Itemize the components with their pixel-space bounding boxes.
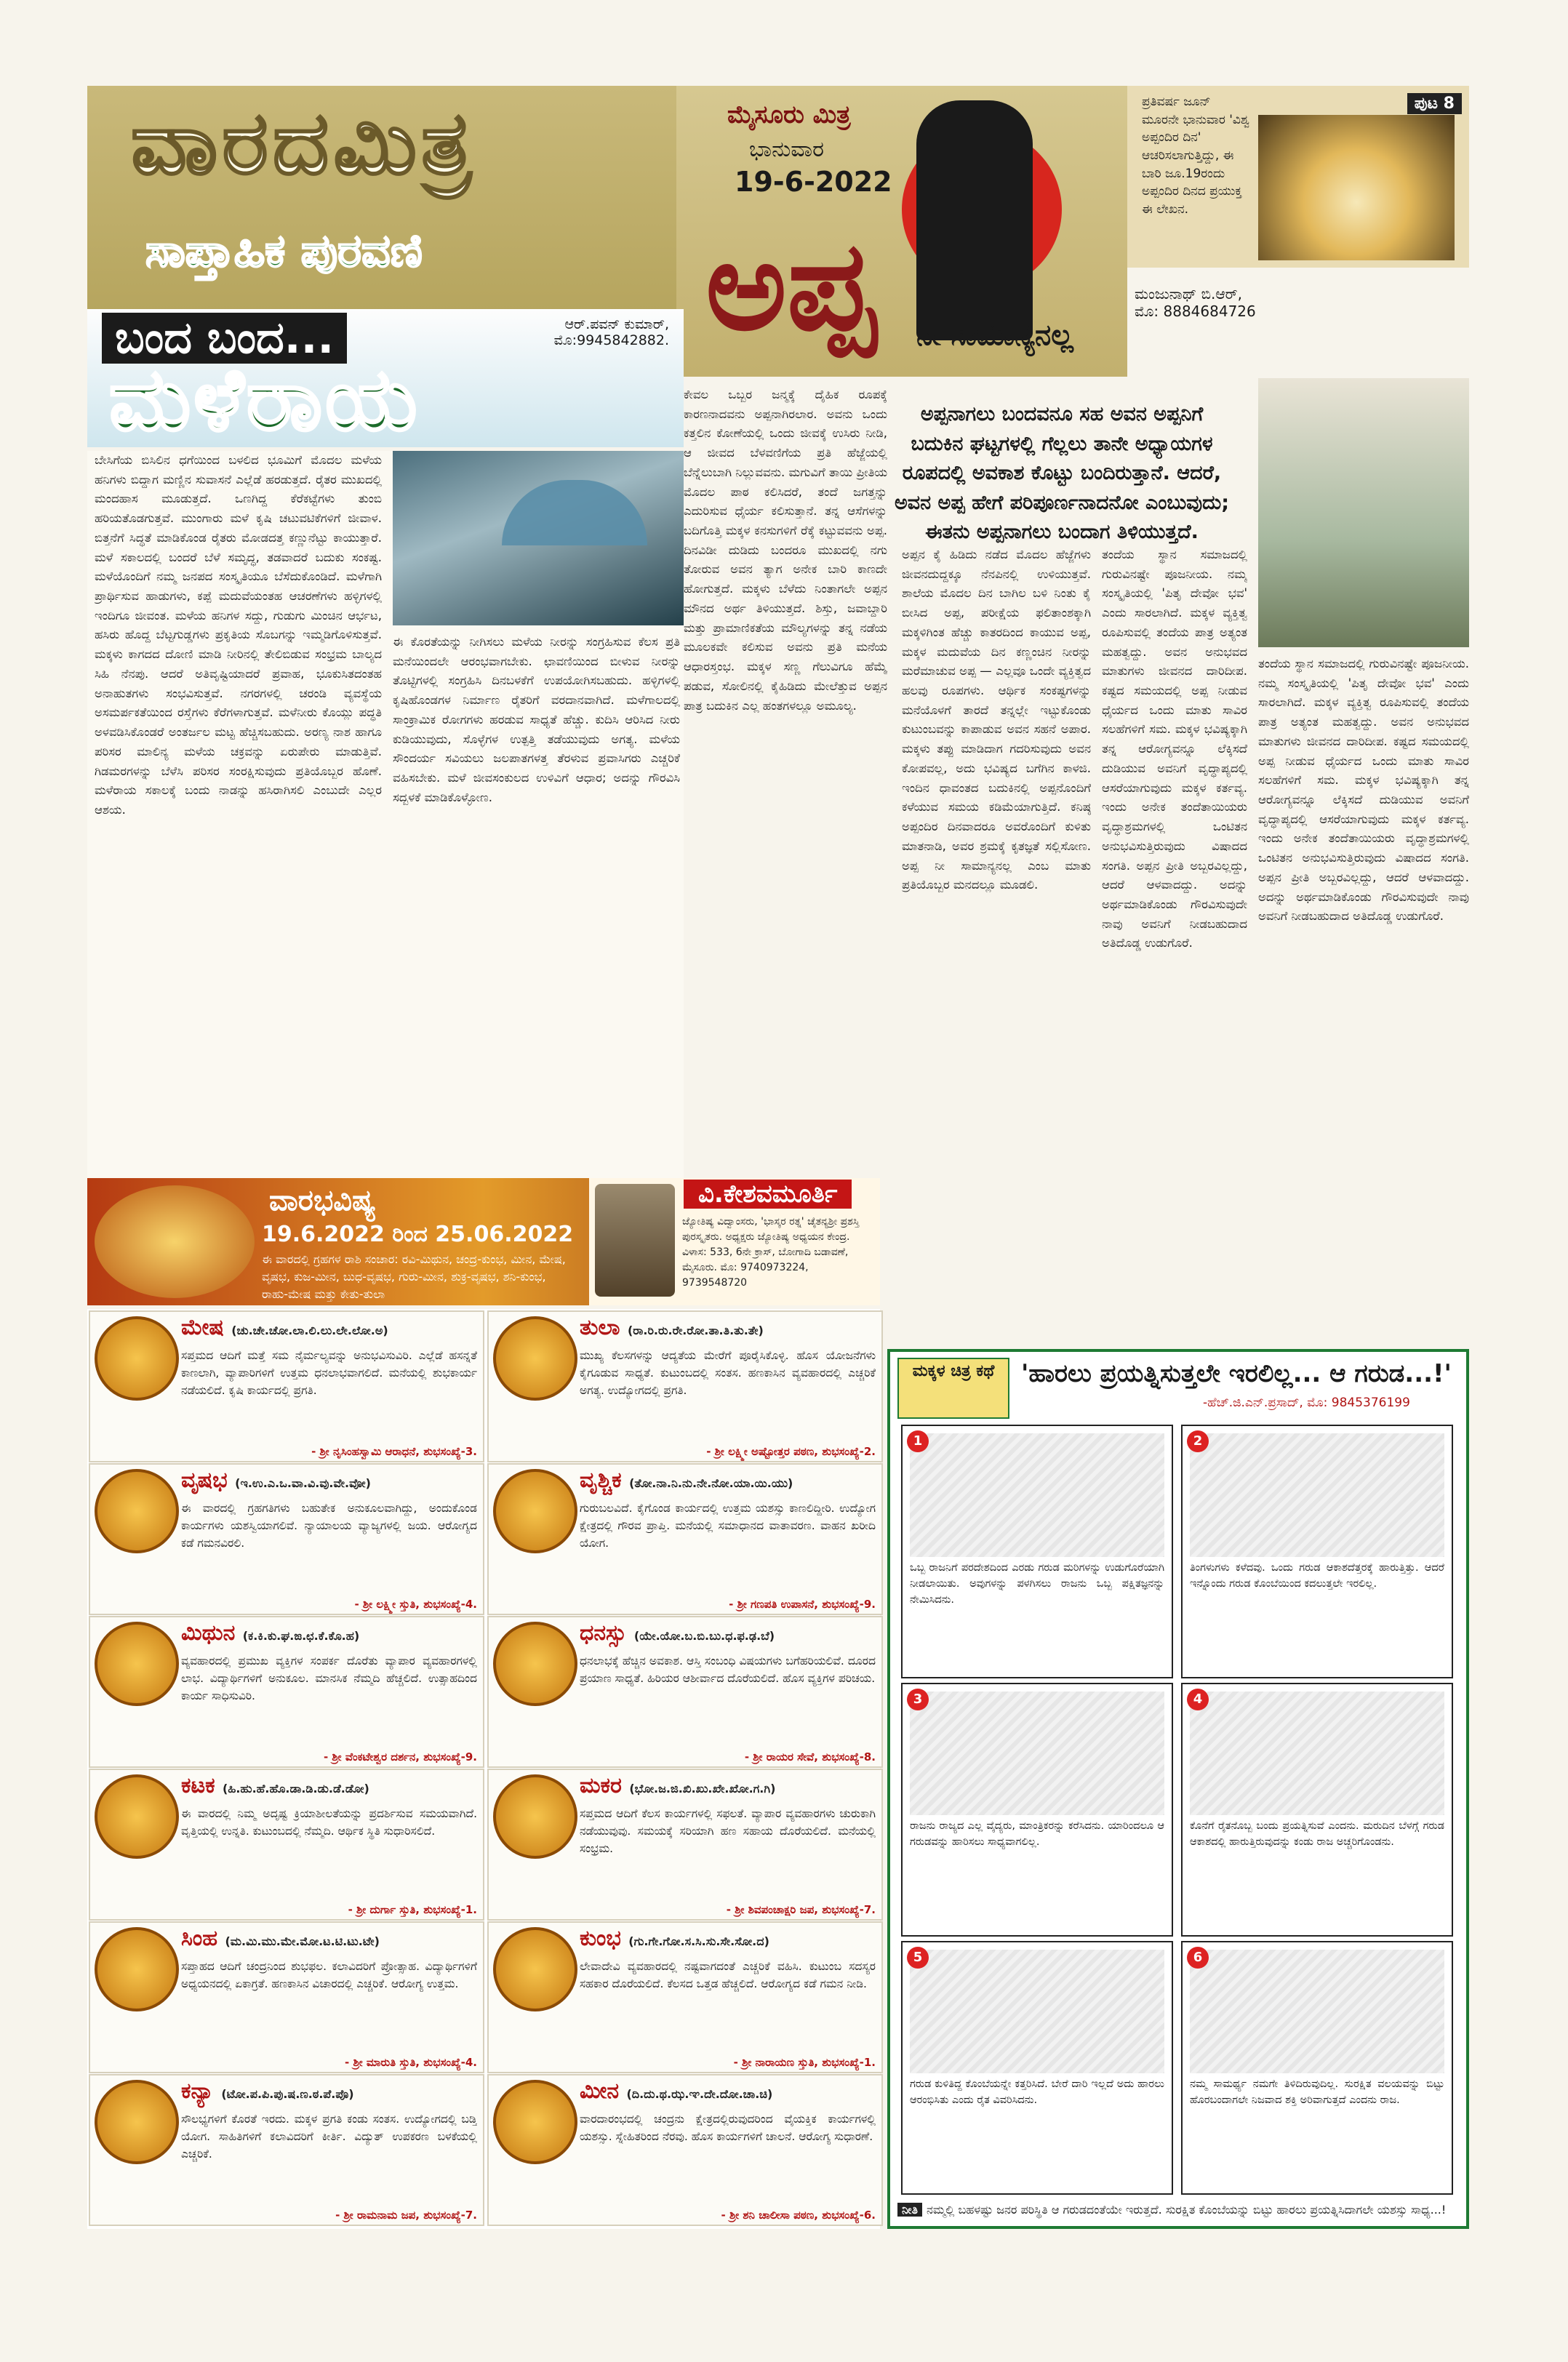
rain-article-body (87, 451, 684, 1178)
panel-text: ಒಬ್ಬ ರಾಜನಿಗೆ ಪರದೇಶದಿಂದ ಎರಡು ಗರುಡ ಮರಿಗಳನ್ನು ಉಡುಗೊರೆಯಾಗಿ ನೀಡಲಾಯಿತು. ಅವುಗಳನ್ನು ಪಳಗಿಸಲು ರಾಜನು ಒಬ್ಬ ಪಕ್ಷಿತಜ್ಞನನ್ನು ನೇಮಿಸಿದನು. (910, 1562, 1164, 1606)
comic-illustration (1190, 1433, 1444, 1557)
astrologer-box (589, 1178, 880, 1305)
comic-strip (887, 1349, 1469, 2229)
umbrella-rain-photo (393, 451, 684, 625)
moral-label: ನೀತಿ (897, 2203, 922, 2217)
zodiac-letters: (ದಿ.ದು.ಥ.ಝ.ಞ.ದೇ.ದೋ.ಚಾ.ಚಿ) (626, 2087, 773, 2101)
fathers-day-byline (1135, 285, 1469, 320)
zodiac-letters: (ಟೋ.ಪ.ಪಿ.ಪು.ಷ.ಣ.ಠ.ಪೆ.ಪೊ) (221, 2087, 354, 2101)
zodiac-remedy: - ಶ್ರೀ ಲಕ್ಷ್ಮೀ ಸ್ತುತಿ, ಶುಭಸಂಖ್ಯೆ-4. (354, 1598, 477, 1611)
author-phone: ಮೊ: 8884684726 (1135, 303, 1256, 320)
zodiac-sign-icon (95, 1622, 179, 1706)
zodiac-cell (89, 2074, 484, 2226)
panel-text: ತಿಂಗಳುಗಳು ಕಳೆದವು. ಒಂದು ಗರುಡ ಆಕಾಶದೆತ್ತರಕ್ಕೆ ಹಾರುತ್ತಿತ್ತು. ಆದರೆ ಇನ್ನೊಂದು ಗರುಡ ಕೊಂಬೆಯಿಂದ ಕದಲುತ್ತಲೇ ಇರಲಿಲ್ಲ. (1190, 1562, 1444, 1590)
zodiac-sign-icon (493, 1774, 577, 1859)
rain-title: ಮಳೆರಾಯ (109, 349, 420, 449)
moral-text: ನಮ್ಮಲ್ಲಿ ಬಹಳಷ್ಟು ಜನರ ಪರಿಸ್ಥಿತಿ ಆ ಗರುಡದಂತೆಯೇ ಇರುತ್ತದೆ. ಸುರಕ್ಷಿತ ಕೊಂಬೆಯನ್ನು ಬಿಟ್ಟು ಹಾರಲು ಪ್ರಯತ್ನಿಸಿದಾಗಲೇ ಯಶಸ್ಸು ಸಾಧ್ಯ...! (926, 2203, 1447, 2217)
zodiac-letters: (ಹಿ.ಹು.ಹೆ.ಹೊ.ಡಾ.ಡಿ.ಡು.ಡೆ.ಡೋ) (223, 1782, 369, 1795)
zodiac-prediction: ಸಪ್ತಮದ ಆದಿಗೆ ಮತ್ತೆ ಸಮ ನೈರ್ಮಲ್ಯವನ್ನು ಅನುಭವಿಸುವಿರಿ. ಎಲ್ಲೆಡೆ ಹಸನ್ನತೆ ಕಾಣಲಾಗಿ, ವ್ಯಾಪಾರಿಗಳಿಗೆ ಉತ್ತಮ ಧನಲಾಭವಾಗಲಿದೆ. ಮನೆಯಲ್ಲಿ ಶುಭಕಾರ್ಯ ನಡೆಯಲಿದೆ. ಕೃಷಿ ಕಾರ್ಯದಲ್ಲಿ ಪ್ರಗತಿ. (181, 1349, 477, 1398)
zodiac-prediction: ಈ ವಾರದಲ್ಲಿ ಗ್ರಹಗತಿಗಳು ಬಹುತೇಕ ಅನುಕೂಲವಾಗಿದ್ದು, ಅಂದುಕೊಂಡ ಕಾರ್ಯಗಳು ಯಶಸ್ವಿಯಾಗಲಿವೆ. ನ್ಯಾಯಾಲಯ ವ್ಯಾಜ್ಯಗಳಲ್ಲಿ ಜಯ. ಆರೋಗ್ಯದ ಕಡೆ ಗಮನವಿರಲಿ. (181, 1502, 477, 1550)
zodiac-sign-icon (95, 1316, 179, 1401)
brand-subtitle: ಸಾಪ್ತಾಹಿಕ ಪುರವಣಿ (145, 224, 423, 277)
page-number: ಪುಟ 8 (1407, 93, 1462, 114)
zodiac-name: ತುಲಾ (ರಾ.ರಿ.ರು.ರೇ.ರೋ.ತಾ.ತಿ.ತು.ತೇ) (580, 1315, 764, 1340)
astrologer-name: ವಿ.ಕೇಶವಮೂರ್ತಿ (684, 1180, 852, 1209)
comic-illustration (910, 1433, 1164, 1557)
issue-date: 19-6-2022 (735, 166, 892, 198)
zodiac-cell (487, 1769, 883, 1921)
zodiac-cell (89, 1463, 484, 1615)
rain-headline-block (87, 309, 684, 447)
comic-panel (901, 1941, 1173, 2195)
comic-illustration (1190, 1692, 1444, 1815)
zodiac-prediction: ಸಪ್ತಾಹದ ಆದಿಗೆ ಚಂದ್ರನಿಂದ ಶುಭಫಲ. ಕಲಾವಿದರಿಗೆ ಪ್ರೋತ್ಸಾಹ. ವಿದ್ಯಾರ್ಥಿಗಳಿಗೆ ಅಧ್ಯಯನದಲ್ಲಿ ಏಕಾಗ್ರತೆ. ಹಣಕಾಸಿನ ವಿಚಾರದಲ್ಲಿ ಎಚ್ಚರಿಕೆ. ಆರೋಗ್ಯ ಉತ್ತಮ. (181, 1960, 477, 1991)
paper-name: ಮೈಸೂರು ಮಿತ್ರ (727, 100, 851, 129)
zodiac-letters: (ಯೇ.ಯೋ.ಬ.ಬಿ.ಬು.ಧ.ಫ.ಢ.ಬೆ) (633, 1629, 775, 1643)
rain-kicker: ಬಂದ ಬಂದ... (102, 313, 347, 364)
comic-panel (1181, 1425, 1453, 1678)
comic-illustration (910, 1950, 1164, 2073)
zodiac-letters: (ತೋ.ನಾ.ನಿ.ನು.ನೇ.ನೋ.ಯಾ.ಯಿ.ಯು) (629, 1476, 793, 1490)
panel-text: ಕೊನೆಗೆ ರೈತನೊಬ್ಬ ಬಂದು ಪ್ರಯತ್ನಿಸುವೆ ಎಂದನು. ಮರುದಿನ ಬೆಳಗ್ಗೆ ಗರುಡ ಆಕಾಶದಲ್ಲಿ ಹಾರುತ್ತಿರುವುದನ್ನು ಕಂಡು ರಾಜ ಅಚ್ಚರಿಗೊಂಡನು. (1190, 1820, 1444, 1848)
zodiac-sign-icon (493, 2080, 577, 2164)
zodiac-wheel-graphic (95, 1185, 255, 1298)
zodiac-name: ವೃಷಭ (ಇ.ಉ.ಎ.ಒ.ವಾ.ವಿ.ವು.ವೇ.ವೋ) (181, 1468, 371, 1493)
zodiac-letters: (ಕ.ಕಿ.ಕು.ಘ.ಙ.ಛ.ಕೆ.ಕೊ.ಹ) (242, 1629, 360, 1643)
zodiac-remedy: - ಶ್ರೀ ಶನಿ ಚಾಲೀಸಾ ಪಠಣ, ಶುಭಸಂಖ್ಯೆ-6. (721, 2209, 876, 2222)
zodiac-name: ಮಿಥುನ (ಕ.ಕಿ.ಕು.ಘ.ಙ.ಛ.ಕೆ.ಕೊ.ಹ) (181, 1620, 360, 1646)
rain-col-1: ಬೇಸಿಗೆಯ ಬಿಸಿಲಿನ ಧಗೆಯಿಂದ ಬಳಲಿದ ಭೂಮಿಗೆ ಮೊದಲ ಮಳೆಯ ಹನಿಗಳು ಬಿದ್ದಾಗ ಮಣ್ಣಿನ ಸುವಾಸನೆ ಎಲ್ಲೆಡೆ ಹರಡುತ್ತದೆ. ರೈತರ ಮುಖದಲ್ಲಿ ಮಂದಹಾಸ ಮೂಡುತ್ತದೆ. ಒಣಗಿದ್ದ ಕೆರೆಕಟ್ಟೆಗಳು ತುಂಬಿ ಹರಿಯತೊಡಗುತ್ತವೆ. ಮುಂಗಾರು ಮಳೆ ಕೃಷಿ ಚಟುವಟಿಕೆಗಳಿಗೆ ಜೀವಾಳ. ಬಿತ್ತನೆಗೆ ಸಿದ್ಧತೆ ಮಾಡಿಕೊಂಡ ರೈತರು ಮೋಡದತ್ತ ಕಣ್ಣುನೆಟ್ಟು ಕಾಯುತ್ತಾರೆ. ಮಳೆ ಸಕಾಲದಲ್ಲಿ ಬಂದರೆ ಬೆಳೆ ಸಮೃದ್ಧ, ತಡವಾದರೆ ಬದುಕು ಸಂಕಷ್ಟ. ಮಳೆಯೊಂದಿಗೆ ನಮ್ಮ ಜನಪದ ಸಂಸ್ಕೃತಿಯೂ ಬೆಸೆದುಕೊಂಡಿದೆ. ಮಳೆಗಾಗಿ ಪ್ರಾರ್ಥಿಸುವ ಹಾಡುಗಳು, ಕಪ್ಪೆ ಮದುವೆಯಂತಹ ಆಚರಣೆಗಳು ಹಳ್ಳಿಗಳಲ್ಲಿ ಇಂದಿಗೂ ಜೀವಂತ. ಮಳೆಯ ಹನಿಗಳ ಸದ್ದು, ಗುಡುಗು ಮಿಂಚಿನ ಆರ್ಭಟ, ಹಸಿರು ಹೊದ್ದ ಬೆಟ್ಟಗುಡ್ಡಗಳು ಪ್ರಕೃತಿಯ ಸೊಬಗನ್ನು ಇಮ್ಮಡಿಗೊಳಿಸುತ್ತವೆ. ಮಕ್ಕಳು ಕಾಗದದ ದೋಣಿ ಮಾಡಿ ನೀರಿನಲ್ಲಿ ತೇಲಿಬಿಡುವ ಸಂಭ್ರಮ ಬಾಲ್ಯದ ಸಿಹಿ ನೆನಪು. ಆದರೆ ಅತಿವೃಷ್ಟಿಯಾದರೆ ಪ್ರವಾಹ, ಭೂಕುಸಿತದಂತಹ ಅನಾಹುತಗಳು ಸಂಭವಿಸುತ್ತವೆ. ನಗರಗಳಲ್ಲಿ ಚರಂಡಿ ವ್ಯವಸ್ಥೆಯ ಅಸಮರ್ಪಕತೆಯಿಂದ ರಸ್ತೆಗಳು ಕೆರೆಗಳಾಗುತ್ತವೆ. ಮಳೆನೀರು ಕೊಯ್ಲು ಪದ್ಧತಿ ಅಳವಡಿಸಿಕೊಂಡರೆ ಅಂತರ್ಜಲ ಮಟ್ಟ ಹೆಚ್ಚಿಸಬಹುದು. ಅರಣ್ಯ ನಾಶ ಹಾಗೂ ಪರಿಸರ ಮಾಲಿನ್ಯ ಮಳೆಯ ಚಕ್ರವನ್ನು ಏರುಪೇರು ಮಾಡುತ್ತಿವೆ. ಗಿಡಮರಗಳನ್ನು ಬೆಳೆಸಿ ಪರಿಸರ ಸಂರಕ್ಷಿಸುವುದು ಪ್ರತಿಯೊಬ್ಬರ ಹೊಣೆ. ಮಳೆರಾಯ ಸಕಾಲಕ್ಕೆ ಬಂದು ನಾಡನ್ನು ಹಸಿರಾಗಿಸಲಿ ಎಂಬುದೇ ಎಲ್ಲರ ಆಶಯ. (95, 453, 382, 817)
comic-illustration (1190, 1950, 1444, 2073)
zodiac-letters: (ಚು.ಚೇ.ಚೋ.ಲಾ.ಲಿ.ಲು.ಲೇ.ಲೋ.ಅ) (231, 1324, 388, 1337)
panel-text: ರಾಜನು ರಾಜ್ಯದ ಎಲ್ಲ ವೈದ್ಯರು, ಮಾಂತ್ರಿಕರನ್ನು ಕರೆಸಿದನು. ಯಾರಿಂದಲೂ ಆ ಗರುಡವನ್ನು ಹಾರಿಸಲು ಸಾಧ್ಯವಾಗಲಿಲ್ಲ. (910, 1820, 1164, 1848)
zodiac-prediction: ಗುರುಬಲವಿದೆ. ಕೈಗೊಂಡ ಕಾರ್ಯದಲ್ಲಿ ಉತ್ತಮ ಯಶಸ್ಸು ಕಾಣಲಿದ್ದೀರಿ. ಉದ್ಯೋಗ ಕ್ಷೇತ್ರದಲ್ಲಿ ಗೌರವ ಪ್ರಾಪ್ತಿ. ಮನೆಯಲ್ಲಿ ಸಮಾಧಾನದ ವಾತಾವರಣ. ವಾಹನ ಖರೀದಿ ಯೋಗ. (580, 1502, 876, 1550)
sunset-family-image (1258, 115, 1455, 260)
comic-title: 'ಹಾರಲು ಪ್ರಯತ್ನಿಸುತ್ತಲೇ ಇರಲಿಲ್ಲ... ಆ ಗರುಡ...!' (1021, 1359, 1452, 1388)
zodiac-prediction: ಲೇವಾದೇವಿ ವ್ಯವಹಾರದಲ್ಲಿ ನಷ್ಟವಾಗದಂತೆ ಎಚ್ಚರಿಕೆ ವಹಿಸಿ. ಕುಟುಂಬ ಸದಸ್ಯರ ಸಹಕಾರ ದೊರೆಯಲಿದೆ. ಕೆಲಸದ ಒತ್ತಡ ಹೆಚ್ಚಲಿದೆ. ಆರೋಗ್ಯದ ಕಡೆ ಗಮನ ನೀಡಿ. (580, 1960, 876, 1991)
zodiac-prediction: ಈ ವಾರದಲ್ಲಿ ನಿಮ್ಮ ಅದೃಷ್ಟ ಕ್ರಿಯಾಶೀಲತೆಯನ್ನು ಪ್ರದರ್ಶಿಸುವ ಸಮಯವಾಗಿದೆ. ವೃತ್ತಿಯಲ್ಲಿ ಉನ್ನತಿ. ಕುಟುಂಬದಲ್ಲಿ ನೆಮ್ಮದಿ. ಆರ್ಥಿಕ ಸ್ಥಿತಿ ಸುಧಾರಿಸಲಿದೆ. (181, 1807, 477, 1838)
zodiac-sign-icon (95, 1774, 179, 1859)
fathers-day-lead: ಅಪ್ಪನಾಗಲು ಬಂದವನೂ ಸಹ ಅವನ ಅಪ್ಪನಿಗೆ ಬದುಕಿನ ಘಟ್ಟಗಳಲ್ಲಿ ಗೆಲ್ಲಲು ತಾನೇ ಅಧ್ಯಾಯಗಳ ರೂಪದಲ್ಲಿ ಅವಕಾಶ ಕೊಟ್ಟು ಬಂದಿರುತ್ತಾನೆ. ಆದರೆ, ಅವನ ಅಪ್ಪ ಹೇಗೆ ಪರಿಪೂರ್ಣನಾದನೋ ಎಂಬುವುದು; ಈತನು ಅಪ್ಪನಾಗಲು ಬಂದಾಗ ತಿಳಿಯುತ್ತದೆ. (895, 403, 1230, 543)
zodiac-name: ಕುಂಭ (ಗು.ಗೇ.ಗೋ.ಸ.ಸಿ.ಸು.ಸೇ.ಸೋ.ದ) (580, 1926, 769, 1951)
zodiac-sign-icon (95, 2080, 179, 2164)
zodiac-prediction: ವ್ಯವಹಾರದಲ್ಲಿ ಪ್ರಮುಖ ವ್ಯಕ್ತಿಗಳ ಸಂಪರ್ಕ ದೊರೆತು ವ್ಯಾಪಾರ ವ್ಯವಹಾರಗಳಲ್ಲಿ ಲಾಭ. ವಿದ್ಯಾರ್ಥಿಗಳಿಗೆ ಅನುಕೂಲ. ಮಾನಸಿಕ ನೆಮ್ಮದಿ ಹೆಚ್ಚಲಿದೆ. ಉತ್ಸಾಹದಿಂದ ಕಾರ್ಯ ಸಾಧಿಸುವಿರಿ. (181, 1654, 477, 1703)
panel-number: 6 (1187, 1947, 1209, 1969)
horoscope-subtitle: ಈ ವಾರದಲ್ಲಿ ಗ್ರಹಗಳ ರಾಶಿ ಸಂಚಾರ: ರವಿ-ಮಿಥುನ, ಚಂದ್ರ-ಕುಂಭ, ಮೀನ, ಮೇಷ, ವೃಷಭ, ಕುಜ-ಮೀನ, ಬುಧ-ವೃಷಭ, ಗುರು-ಮೀನ, ಶುಕ್ರ-ವೃಷಭ, ಶನಿ-ಕುಂಭ, ರಾಹು-ಮೇಷ ಮತ್ತು ಕೇತು-ತುಲಾ (262, 1252, 566, 1301)
brand-title: ವಾರದಮಿತ್ರ (131, 93, 476, 194)
fathers-day-title: ಅಪ್ಪ (705, 213, 876, 359)
comic-panel (1181, 1941, 1453, 2195)
zodiac-name: ಮೀನ (ದಿ.ದು.ಥ.ಝ.ಞ.ದೇ.ದೋ.ಚಾ.ಚಿ) (580, 2078, 773, 2104)
rain-byline (554, 316, 669, 348)
zodiac-prediction: ಮುಖ್ಯ ಕೆಲಸಗಳನ್ನು ಆದ್ಯತೆಯ ಮೇರೆಗೆ ಪೂರೈಸಿಕೊಳ್ಳಿ. ಹೊಸ ಯೋಜನೆಗಳು ಕೈಗೂಡುವ ಸಾಧ್ಯತೆ. ಕುಟುಂಬದಲ್ಲಿ ಸಂತಸ. ಹಣಕಾಸಿನ ವ್ಯವಹಾರದಲ್ಲಿ ಎಚ್ಚರಿಕೆ ಅಗತ್ಯ. ಉದ್ಯೋಗದಲ್ಲಿ ಪ್ರಗತಿ. (580, 1349, 876, 1398)
rain-author-phone: ಮೊ:9945842882. (553, 332, 669, 348)
masthead-brand-panel (87, 86, 676, 311)
zodiac-letters: (ಭೋ.ಜ.ಜಿ.ಖಿ.ಖು.ಖೇ.ಖೋ.ಗ.ಗಿ) (629, 1782, 776, 1795)
zodiac-cell (89, 1616, 484, 1768)
zodiac-letters: (ಇ.ಉ.ಎ.ಒ.ವಾ.ವಿ.ವು.ವೇ.ವೋ) (235, 1476, 371, 1490)
fathers-day-banner (676, 86, 1127, 377)
zodiac-letters: (ಮ.ಮಿ.ಮು.ಮೇ.ಮೋ.ಟ.ಟಿ.ಟು.ಟೇ) (225, 1934, 380, 1948)
comic-author: -ಹೆಚ್.ಜಿ.ಎನ್.ಪ್ರಸಾದ್, ಮೊ: 9845376199 (1203, 1396, 1410, 1410)
zodiac-prediction: ಸಪ್ತಮದ ಆದಿಗೆ ಕೆಲಸ ಕಾರ್ಯಗಳಲ್ಲಿ ಸಫಲತೆ. ವ್ಯಾಪಾರ ವ್ಯವಹಾರಗಳು ಚುರುಕಾಗಿ ನಡೆಯುವುವು. ಸಮಯಕ್ಕೆ ಸರಿಯಾಗಿ ಹಣ ಸಹಾಯ ದೊರೆಯಲಿದೆ. ಮನೆಯಲ್ಲಿ ಸಂಭ್ರಮ. (580, 1807, 876, 1856)
father-child-photo (1258, 378, 1469, 647)
zodiac-name: ಧನಸ್ಸು (ಯೇ.ಯೋ.ಬ.ಬಿ.ಬು.ಧ.ಫ.ಢ.ಬೆ) (580, 1620, 775, 1646)
zodiac-remedy: - ಶ್ರೀ ರಾಯರ ಸೇವೆ, ಶುಭಸಂಖ್ಯೆ-8. (744, 1750, 876, 1764)
zodiac-name: ಕಟಕ (ಹಿ.ಹು.ಹೆ.ಹೊ.ಡಾ.ಡಿ.ಡು.ಡೆ.ಡೋ) (181, 1773, 369, 1798)
zodiac-prediction: ವಾರದಾರಂಭದಲ್ಲಿ ಚಂದ್ರನು ಕ್ಷೇತ್ರದಲ್ಲಿರುವುದರಿಂದ ವೈಯಕ್ತಿಕ ಕಾರ್ಯಗಳಲ್ಲಿ ಯಶಸ್ಸು. ಸ್ನೇಹಿತರಿಂದ ನೆರವು. ಹೊಸ ಕಾರ್ಯಗಳಿಗೆ ಚಾಲನೆ. ಆರೋಗ್ಯ ಸುಧಾರಣೆ. (580, 2113, 876, 2144)
umbrella-graphic (502, 480, 647, 545)
zodiac-cell (89, 1310, 484, 1462)
zodiac-prediction: ಸೌಲಭ್ಯಗಳಿಗೆ ಕೊರತೆ ಇರದು. ಮಕ್ಕಳ ಪ್ರಗತಿ ಕಂಡು ಸಂತಸ. ಉದ್ಯೋಗದಲ್ಲಿ ಬಡ್ತಿ ಯೋಗ. ಸಾಹಿತಿಗಳಿಗೆ ಕಲಾವಿದರಿಗೆ ಕೀರ್ತಿ. ವಿದ್ಯುತ್ ಉಪಕರಣ ಬಳಕೆಯಲ್ಲಿ ಎಚ್ಚರಿಕೆ. (181, 2113, 477, 2161)
panel-text: ಗರುಡ ಕುಳಿತಿದ್ದ ಕೊಂಬೆಯನ್ನೇ ಕತ್ತರಿಸಿದೆ. ಬೇರೆ ದಾರಿ ಇಲ್ಲದೆ ಅದು ಹಾರಲು ಆರಂಭಿಸಿತು ಎಂದು ರೈತ ವಿವರಿಸಿದನು. (910, 2078, 1164, 2106)
fathers-day-col-3: ತಂದೆಯ ಸ್ಥಾನ ಸಮಾಜದಲ್ಲಿ ಗುರುವಿನಷ್ಟೇ ಪೂಜನೀಯ. ನಮ್ಮ ಸಂಸ್ಕೃತಿಯಲ್ಲಿ 'ಪಿತೃ ದೇವೋ ಭವ' ಎಂದು ಸಾರಲಾಗಿದೆ. ಮಕ್ಕಳ ವ್ಯಕ್ತಿತ್ವ ರೂಪಿಸುವಲ್ಲಿ ತಂದೆಯ ಪಾತ್ರ ಅತ್ಯಂತ ಮಹತ್ವದ್ದು. ಅವನ ಅನುಭವದ ಮಾತುಗಳು ಜೀವನದ ದಾರಿದೀಪ. ಕಷ್ಟದ ಸಮಯದಲ್ಲಿ ಅಪ್ಪ ನೀಡುವ ಧೈರ್ಯದ ಒಂದು ಮಾತು ಸಾವಿರ ಸಲಹೆಗಳಿಗೆ ಸಮ. ಮಕ್ಕಳ ಭವಿಷ್ಯಕ್ಕಾಗಿ ತನ್ನ ಆರೋಗ್ಯವನ್ನೂ ಲೆಕ್ಕಿಸದೆ ದುಡಿಯುವ ಅವನಿಗೆ ವೃದ್ಧಾಪ್ಯದಲ್ಲಿ ಆಸರೆಯಾಗುವುದು ಮಕ್ಕಳ ಕರ್ತವ್ಯ. ಇಂದು ಅನೇಕ ತಂದೆತಾಯಿಯರು ವೃದ್ಧಾಶ್ರಮಗಳಲ್ಲಿ ಒಂಟಿತನ ಅನುಭವಿಸುತ್ತಿರುವುದು ವಿಷಾದದ ಸಂಗತಿ. ಅಪ್ಪನ ಪ್ರೀತಿ ಅಬ್ಬರವಿಲ್ಲದ್ದು, ಆದರೆ ಆಳವಾದದ್ದು. ಅದನ್ನು ಅರ್ಥಮಾಡಿಕೊಂಡು ಗೌರವಿಸುವುದೇ ನಾವು ಅವನಿಗೆ ನೀಡಬಹುದಾದ ಅತಿದೊಡ್ಡ ಉಡುಗೊರೆ. (1102, 548, 1247, 950)
comic-moral (897, 2201, 1459, 2219)
zodiac-remedy: - ಶ್ರೀ ಮಾರುತಿ ಸ್ತುತಿ, ಶುಭಸಂಖ್ಯೆ-4. (345, 2056, 477, 2069)
zodiac-cell (487, 1463, 883, 1615)
fathers-day-intro: ಪ್ರತಿವರ್ಷ ಜೂನ್ ಮೂರನೇ ಭಾನುವಾರ 'ವಿಶ್ವ ಅಪ್ಪಂದಿರ ದಿನ' ಆಚರಿಸಲಾಗುತ್ತಿದ್ದು, ಈ ಬಾರಿ ಜೂ.19ರಂದು ಅಪ್ಪಂದಿರ ದಿನದ ಪ್ರಯುಕ್ತ ಈ ಲೇಖನ. (1142, 95, 1250, 217)
zodiac-sign-icon (493, 1622, 577, 1706)
comic-illustration (910, 1692, 1164, 1815)
zodiac-cell (89, 1921, 484, 2073)
horoscope-title: ವಾರಭವಿಷ್ಯ (269, 1184, 376, 1217)
author-name: ಮಂಜುನಾಥ್ ಬಿ.ಆರ್, (1135, 285, 1243, 303)
zodiac-cell (89, 1769, 484, 1921)
astrologer-info: ಜ್ಯೋತಿಷ್ಯ ವಿದ್ವಾಂಸರು, 'ಭಾಸ್ಕರ ರತ್ನ' ಚೈತನ್ಯಶ್ರೀ ಪ್ರಶಸ್ತಿ ಪುರಸ್ಕೃತರು. ಅಧ್ಯಕ್ಷರು ಜ್ಯೋತಿಷ್ಯ ಅಧ್ಯಯನ ಕೇಂದ್ರ. ವಿಳಾಸ: 533, 6ನೇ ಕ್ರಾಸ್, ಬೋಗಾದಿ ಬಡಾವಣೆ, ಮೈಸೂರು. ಮೊ: 9740973224, 9739548720 (682, 1216, 860, 1289)
fathers-day-tagline: ನೀ ಸಾಮಾನ್ಯನಲ್ಲ (916, 319, 1073, 352)
rain-author: ಆರ್.ಪವನ್ ಕುಮಾರ್, (564, 316, 669, 332)
fathers-day-col-1: ಕೇವಲ ಒಬ್ಬರ ಜನ್ಮಕ್ಕೆ ದೈಹಿಕ ರೂಪಕ್ಕೆ ಕಾರಣನಾದವನು ಅಪ್ಪನಾಗಿರಲಾರ. ಅವನು ಒಂದು ಕತ್ತಲಿನ ಕೋಣೆಯಲ್ಲಿ ಒಂದು ಜೀವಕ್ಕೆ ಉಸಿರು ನೀಡಿ, ಆ ಜೀವದ ಬೆಳವಣಿಗೆಯ ಪ್ರತಿ ಹೆಜ್ಜೆಯಲ್ಲಿ ಬೆನ್ನೆಲುಬಾಗಿ ನಿಲ್ಲುವವನು. ಮಗುವಿಗೆ ತಾಯಿ ಪ್ರೀತಿಯ ಮೊದಲ ಪಾಠ ಕಲಿಸಿದರೆ, ತಂದೆ ಜಗತ್ತನ್ನು ಎದುರಿಸುವ ಧೈರ್ಯ ಕಲಿಸುತ್ತಾನೆ. ತನ್ನ ಆಸೆಗಳನ್ನು ಬದಿಗೊತ್ತಿ ಮಕ್ಕಳ ಕನಸುಗಳಿಗೆ ರೆಕ್ಕೆ ಕಟ್ಟುವವನು ಅಪ್ಪ. ದಿನವಿಡೀ ದುಡಿದು ಬಂದರೂ ಮುಖದಲ್ಲಿ ನಗು ತೋರುವ ಅವನ ತ್ಯಾಗ ಅನೇಕ ಬಾರಿ ಕಾಣದೇ ಹೋಗುತ್ತದೆ. ಮಕ್ಕಳು ಬೆಳೆದು ನಿಂತಾಗಲೇ ಅಪ್ಪನ ಮೌನದ ಅರ್ಥ ತಿಳಿಯುತ್ತದೆ. ಶಿಸ್ತು, ಜವಾಬ್ದಾರಿ ಮತ್ತು ಪ್ರಾಮಾಣಿಕತೆಯ ಮೌಲ್ಯಗಳನ್ನು ತನ್ನ ನಡೆಯ ಮೂಲಕವೇ ಕಲಿಸುವ ಅವನು ಪ್ರತಿ ಮನೆಯ ಆಧಾರಸ್ತಂಭ. ಮಕ್ಕಳ ಸಣ್ಣ ಗೆಲುವಿಗೂ ಹೆಮ್ಮೆ ಪಡುವ, ಸೋಲಿನಲ್ಲಿ ಕೈಹಿಡಿದು ಮೇಲೆತ್ತುವ ಅಪ್ಪನ ಪಾತ್ರ ಬದುಕಿನ ಎಲ್ಲ ಹಂತಗಳಲ್ಲೂ ಅಮೂಲ್ಯ. (684, 388, 887, 713)
zodiac-sign-icon (95, 1469, 179, 1553)
panel-number: 2 (1187, 1430, 1209, 1452)
zodiac-sign-icon (493, 1469, 577, 1553)
zodiac-name: ಮೇಷ (ಚು.ಚೇ.ಚೋ.ಲಾ.ಲಿ.ಲು.ಲೇ.ಲೋ.ಅ) (181, 1315, 388, 1340)
astrologer-photo (595, 1184, 675, 1297)
issue-day: ಭಾನುವಾರ (749, 137, 825, 162)
fathers-day-intro-panel (1127, 86, 1469, 268)
zodiac-sign-icon (493, 1927, 577, 2011)
panel-text: ನಮ್ಮ ಸಾಮರ್ಥ್ಯ ನಮಗೇ ತಿಳಿದಿರುವುದಿಲ್ಲ. ಸುರಕ್ಷಿತ ವಲಯವನ್ನು ಬಿಟ್ಟು ಹೊರಬಂದಾಗಲೇ ನಿಜವಾದ ಶಕ್ತಿ ಅರಿವಾಗುತ್ತದೆ ಎಂದನು ರಾಜ. (1190, 2078, 1444, 2106)
zodiac-name: ಕನ್ಯಾ (ಟೋ.ಪ.ಪಿ.ಪು.ಷ.ಣ.ಠ.ಪೆ.ಪೊ) (181, 2078, 354, 2104)
zodiac-letters: (ಗು.ಗೇ.ಗೋ.ಸ.ಸಿ.ಸು.ಸೇ.ಸೋ.ದ) (628, 1934, 769, 1948)
zodiac-sign-icon (95, 1927, 179, 2011)
horoscope-banner (87, 1178, 880, 1305)
rain-col-2: ಈ ಕೊರತೆಯನ್ನು ನೀಗಿಸಲು ಮಳೆಯ ನೀರನ್ನು ಸಂಗ್ರಹಿಸುವ ಕೆಲಸ ಪ್ರತಿ ಮನೆಯಿಂದಲೇ ಆರಂಭವಾಗಬೇಕು. ಛಾವಣಿಯಿಂದ ಬೀಳುವ ನೀರನ್ನು ತೊಟ್ಟಿಗಳಲ್ಲಿ ಸಂಗ್ರಹಿಸಿ ದಿನಬಳಕೆಗೆ ಉಪಯೋಗಿಸಬಹುದು. ಹಳ್ಳಿಗಳಲ್ಲಿ ಕೃಷಿಹೊಂಡಗಳ ನಿರ್ಮಾಣ ರೈತರಿಗೆ ವರದಾನವಾಗಿದೆ. ಮಳೆಗಾಲದಲ್ಲಿ ಸಾಂಕ್ರಾಮಿಕ ರೋಗಗಳು ಹರಡುವ ಸಾಧ್ಯತೆ ಹೆಚ್ಚು. ಕುದಿಸಿ ಆರಿಸಿದ ನೀರು ಕುಡಿಯುವುದು, ಸೊಳ್ಳೆಗಳ ಉತ್ಪತ್ತಿ ತಡೆಯುವುದು ಅಗತ್ಯ. ಮಳೆಯ ಸೌಂದರ್ಯ ಸವಿಯಲು ಜಲಪಾತಗಳತ್ತ ತೆರಳುವ ಪ್ರವಾಸಿಗರು ಎಚ್ಚರಿಕೆ ವಹಿಸಬೇಕು. ಮಳೆ ಜೀವಸಂಕುಲದ ಉಳಿವಿಗೆ ಆಧಾರ; ಅದನ್ನು ಗೌರವಿಸಿ ಸದ್ಬಳಕೆ ಮಾಡಿಕೊಳ್ಳೋಣ. (393, 635, 680, 804)
zodiac-remedy: - ಶ್ರೀ ವೆಂಕಟೇಶ್ವರ ದರ್ಶನ, ಶುಭಸಂಖ್ಯೆ-9. (323, 1750, 477, 1764)
zodiac-remedy: - ಶ್ರೀ ನಾರಾಯಣ ಸ್ತುತಿ, ಶುಭಸಂಖ್ಯೆ-1. (733, 2056, 876, 2069)
panel-number: 1 (907, 1430, 929, 1452)
comic-panel (1181, 1683, 1453, 1937)
father-child-silhouette (916, 100, 1033, 340)
zodiac-remedy: - ಶ್ರೀ ಗಣಪತಿ ಉಪಾಸನೆ, ಶುಭಸಂಖ್ಯೆ-9. (729, 1598, 876, 1611)
zodiac-cell (487, 2074, 883, 2226)
fathers-day-col-2: ಅಪ್ಪನ ಕೈ ಹಿಡಿದು ನಡೆದ ಮೊದಲ ಹೆಜ್ಜೆಗಳು ಜೀವನದುದ್ದಕ್ಕೂ ನೆನಪಿನಲ್ಲಿ ಉಳಿಯುತ್ತವೆ. ಶಾಲೆಯ ಮೊದಲ ದಿನ ಬಾಗಿಲ ಬಳಿ ನಿಂತು ಕೈ ಬೀಸಿದ ಅಪ್ಪ, ಪರೀಕ್ಷೆಯ ಫಲಿತಾಂಶಕ್ಕಾಗಿ ಮಕ್ಕಳಿಗಿಂತ ಹೆಚ್ಚು ಕಾತರದಿಂದ ಕಾಯುವ ಅಪ್ಪ, ಮಕ್ಕಳ ಮದುವೆಯ ದಿನ ಕಣ್ಣಂಚಿನ ನೀರನ್ನು ಮರೆಮಾಚುವ ಅಪ್ಪ — ಎಲ್ಲವೂ ಒಂದೇ ವ್ಯಕ್ತಿತ್ವದ ಹಲವು ರೂಪಗಳು. ಆರ್ಥಿಕ ಸಂಕಷ್ಟಗಳನ್ನು ಮನೆಯೊಳಗೆ ತಾರದೆ ತನ್ನಲ್ಲೇ ಇಟ್ಟುಕೊಂಡು ಕುಟುಂಬವನ್ನು ಕಾಪಾಡುವ ಅವನ ಸಹನೆ ಅಪಾರ. ಮಕ್ಕಳು ತಪ್ಪು ಮಾಡಿದಾಗ ಗದರಿಸುವುದು ಅವನ ಕೋಪವಲ್ಲ, ಅದು ಭವಿಷ್ಯದ ಬಗೆಗಿನ ಕಾಳಜಿ. ಇಂದಿನ ಧಾವಂತದ ಬದುಕಿನಲ್ಲಿ ಅಪ್ಪನೊಂದಿಗೆ ಕಳೆಯುವ ಸಮಯ ಕಡಿಮೆಯಾಗುತ್ತಿದೆ. ಕನಿಷ್ಠ ಅಪ್ಪಂದಿರ ದಿನವಾದರೂ ಅವರೊಂದಿಗೆ ಕುಳಿತು ಮಾತನಾಡಿ, ಅವರ ಶ್ರಮಕ್ಕೆ ಕೃತಜ್ಞತೆ ಸಲ್ಲಿಸೋಣ. ಅಪ್ಪ ನೀ ಸಾಮಾನ್ಯನಲ್ಲ ಎಂಬ ಮಾತು ಪ್ರತಿಯೊಬ್ಬರ ಮನದಲ್ಲೂ ಮೂಡಲಿ. (902, 548, 1091, 892)
zodiac-letters: (ರಾ.ರಿ.ರು.ರೇ.ರೋ.ತಾ.ತಿ.ತು.ತೇ) (627, 1324, 764, 1337)
panel-number: 5 (907, 1947, 929, 1969)
zodiac-name: ಮಕರ (ಭೋ.ಜ.ಜಿ.ಖಿ.ಖು.ಖೇ.ಖೋ.ಗ.ಗಿ) (580, 1773, 776, 1798)
zodiac-cell (487, 1921, 883, 2073)
comic-panel (901, 1683, 1173, 1937)
zodiac-cell (487, 1310, 883, 1462)
panel-number: 4 (1187, 1689, 1209, 1710)
zodiac-sign-icon (493, 1316, 577, 1401)
zodiac-remedy: - ಶ್ರೀ ದುರ್ಗಾ ಸ್ತುತಿ, ಶುಭಸಂಖ್ಯೆ-1. (348, 1903, 477, 1916)
zodiac-remedy: - ಶ್ರೀ ರಾಮನಾಮ ಜಪ, ಶುಭಸಂಖ್ಯೆ-7. (335, 2209, 477, 2222)
zodiac-name: ಸಿಂಹ (ಮ.ಮಿ.ಮು.ಮೇ.ಮೋ.ಟ.ಟಿ.ಟು.ಟೇ) (181, 1926, 380, 1951)
fathers-day-col-4: ತಂದೆಯ ಸ್ಥಾನ ಸಮಾಜದಲ್ಲಿ ಗುರುವಿನಷ್ಟೇ ಪೂಜನೀಯ. ನಮ್ಮ ಸಂಸ್ಕೃತಿಯಲ್ಲಿ 'ಪಿತೃ ದೇವೋ ಭವ' ಎಂದು ಸಾರಲಾಗಿದೆ. ಮಕ್ಕಳ ವ್ಯಕ್ತಿತ್ವ ರೂಪಿಸುವಲ್ಲಿ ತಂದೆಯ ಪಾತ್ರ ಅತ್ಯಂತ ಮಹತ್ವದ್ದು. ಅವನ ಅನುಭವದ ಮಾತುಗಳು ಜೀವನದ ದಾರಿದೀಪ. ಕಷ್ಟದ ಸಮಯದಲ್ಲಿ ಅಪ್ಪ ನೀಡುವ ಧೈರ್ಯದ ಒಂದು ಮಾತು ಸಾವಿರ ಸಲಹೆಗಳಿಗೆ ಸಮ. ಮಕ್ಕಳ ಭವಿಷ್ಯಕ್ಕಾಗಿ ತನ್ನ ಆರೋಗ್ಯವನ್ನೂ ಲೆಕ್ಕಿಸದೆ ದುಡಿಯುವ ಅವನಿಗೆ ವೃದ್ಧಾಪ್ಯದಲ್ಲಿ ಆಸರೆಯಾಗುವುದು ಮಕ್ಕಳ ಕರ್ತವ್ಯ. ಇಂದು ಅನೇಕ ತಂದೆತಾಯಿಯರು ವೃದ್ಧಾಶ್ರಮಗಳಲ್ಲಿ ಒಂಟಿತನ ಅನುಭವಿಸುತ್ತಿರುವುದು ವಿಷಾದದ ಸಂಗತಿ. ಅಪ್ಪನ ಪ್ರೀತಿ ಅಬ್ಬರವಿಲ್ಲದ್ದು, ಆದರೆ ಆಳವಾದದ್ದು. ಅದನ್ನು ಅರ್ಥಮಾಡಿಕೊಂಡು ಗೌರವಿಸುವುದೇ ನಾವು ಅವನಿಗೆ ನೀಡಬಹುದಾದ ಅತಿದೊಡ್ಡ ಉಡುಗೊರೆ. (1258, 657, 1469, 924)
zodiac-remedy: - ಶ್ರೀ ಲಕ್ಷ್ಮೀ ಅಷ್ಟೋತ್ತರ ಪಠಣ, ಶುಭಸಂಖ್ಯೆ-2. (706, 1445, 876, 1458)
zodiac-cell (487, 1616, 883, 1768)
zodiac-grid (87, 1309, 880, 2229)
comic-badge: ಮಕ್ಕಳ ಚಿತ್ರ ಕಥೆ (897, 1358, 1009, 1419)
zodiac-remedy: - ಶ್ರೀ ನೃಸಿಂಹಸ್ವಾಮಿ ಆರಾಧನೆ, ಶುಭಸಂಖ್ಯೆ-3. (311, 1445, 477, 1458)
comic-panel (901, 1425, 1173, 1678)
zodiac-prediction: ಧನಲಾಭಕ್ಕೆ ಹೆಚ್ಚಿನ ಅವಕಾಶ. ಆಸ್ತಿ ಸಂಬಂಧಿ ವಿಷಯಗಳು ಬಗೆಹರಿಯಲಿವೆ. ದೂರದ ಪ್ರಯಾಣ ಸಾಧ್ಯತೆ. ಹಿರಿಯರ ಆಶೀರ್ವಾದ ದೊರೆಯಲಿದೆ. ಹೊಸ ವ್ಯಕ್ತಿಗಳ ಪರಿಚಯ. (580, 1654, 876, 1686)
panel-number: 3 (907, 1689, 929, 1710)
zodiac-name: ವೃಶ್ಚಿಕ (ತೋ.ನಾ.ನಿ.ನು.ನೇ.ನೋ.ಯಾ.ಯಿ.ಯು) (580, 1468, 793, 1493)
horoscope-range: 19.6.2022 ರಿಂದ 25.06.2022 (262, 1222, 574, 1247)
zodiac-remedy: - ಶ್ರೀ ಶಿವಪಂಚಾಕ್ಷರಿ ಜಪ, ಶುಭಸಂಖ್ಯೆ-7. (726, 1903, 876, 1916)
